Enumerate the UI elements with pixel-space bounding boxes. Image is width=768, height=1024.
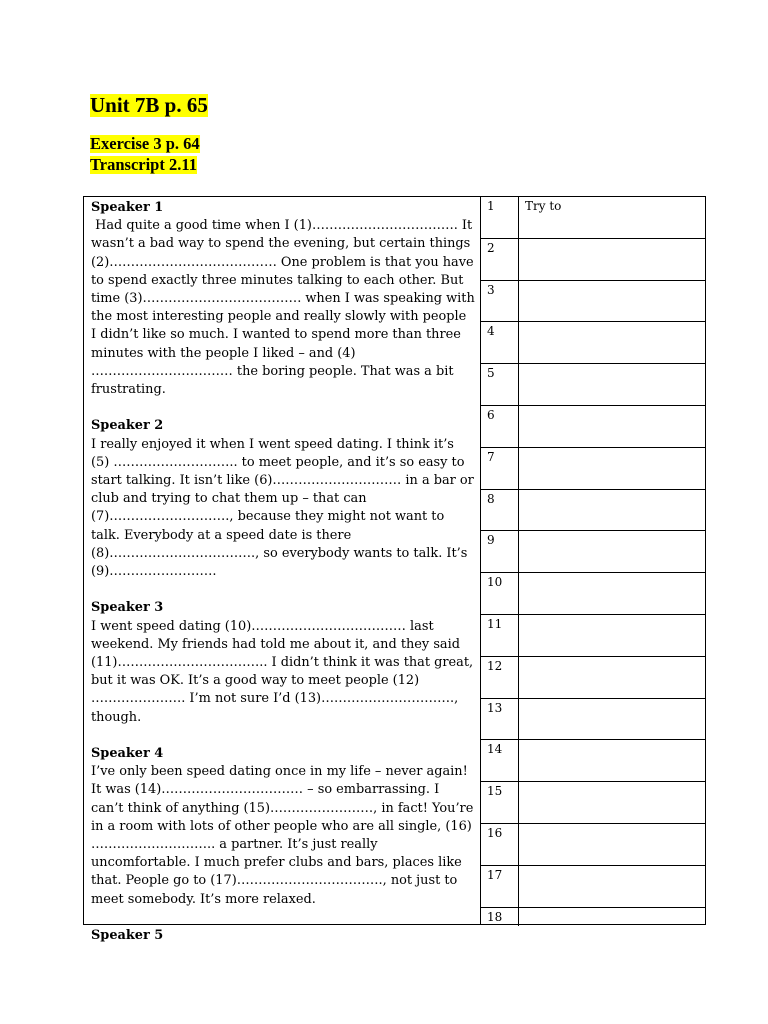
answer-number: 18	[481, 908, 519, 926]
speaker-heading: Speaker 2	[91, 418, 164, 434]
answer-cell[interactable]	[519, 490, 705, 532]
answer-number: 15	[481, 782, 519, 824]
answer-number: 8	[481, 490, 519, 532]
answer-cell[interactable]: Try to	[519, 197, 705, 239]
speaker-block	[91, 417, 475, 581]
answer-cell[interactable]	[519, 782, 705, 824]
answer-cell[interactable]	[519, 740, 705, 782]
speaker-block	[91, 745, 475, 909]
answer-cell[interactable]	[519, 908, 705, 926]
speaker-block	[91, 199, 479, 399]
answer-cell[interactable]	[519, 406, 705, 448]
answer-cell[interactable]	[519, 699, 705, 741]
answer-number: 12	[481, 657, 519, 699]
exercise-table	[83, 196, 706, 944]
answer-cell[interactable]	[519, 448, 705, 490]
answer-number: 3	[481, 281, 519, 323]
speaker-transcript: I really enjoyed it when I went speed dating. I think it’s (5) ……………………….. to meet people, and it’s so easy to start talking. It isn’t like (6)………………………… in a bar or club and trying to chat them up – that can (7)………………………., because they might not want to talk. Everybody at a speed date is there (8)……………………………., so everybody wants to talk. It’s (9)…………………….	[91, 436, 474, 580]
answer-number: 1	[481, 197, 519, 239]
speaker-transcript: Had quite a good time when I (1)……………………………. It wasn’t a bad way to spend the evening, but certain things (2)………………………………… One problem is that you have to spend exactly three minutes talking to each other. But time (3)………………………………. when I was speaking with the most interesting people and really slowly with people I didn’t like so much. I wanted to spend more than three minutes with the people I liked – and (4) …………………………… the boring people. That was a bit frustrating.	[91, 218, 479, 398]
answer-cell[interactable]	[519, 824, 705, 866]
speaker-transcript: I’ve only been speed dating once in my life – never again! It was (14)…………………………… – so embarrassing. I can’t think of anything (15)……………………, in fact! You’re in a room with lots of other people who are all single, (16) ……………………….. a partner. It’s just really uncomfortable. I much prefer clubs and bars, places like that. People go to (17)……………………………., not just to meet somebody. It’s more relaxed.	[91, 764, 474, 907]
answer-number: 5	[481, 364, 519, 406]
answer-cell[interactable]	[519, 364, 705, 406]
answer-number: 14	[481, 740, 519, 782]
speaker-heading: Speaker 5	[91, 928, 164, 944]
speaker-transcript: I went speed dating (10)……………………………… last weekend. My friends had told me about it, and they said (11)…………………………….. I didn’t think it was that great, but it was OK. It’s a good way to meet people (12) …………………. I’m not sure I’d (13)…………………………., though.	[91, 618, 474, 725]
answer-cell[interactable]	[519, 239, 705, 281]
speaker-block	[91, 599, 475, 726]
speaker-heading: Speaker 4	[91, 746, 164, 762]
answer-number: 4	[481, 322, 519, 364]
answer-number: 2	[481, 239, 519, 281]
answer-number: 10	[481, 573, 519, 615]
transcript-column	[84, 197, 481, 944]
speaker-heading: Speaker 3	[91, 600, 164, 616]
answer-cell[interactable]	[519, 322, 705, 364]
answer-number: 9	[481, 531, 519, 573]
speaker-heading: Speaker 1	[91, 200, 164, 215]
exercise-label: Exercise 3 p. 64	[90, 134, 200, 153]
answer-number: 6	[481, 406, 519, 448]
transcript-label: Transcript 2.11	[90, 155, 197, 174]
answer-number: 7	[481, 448, 519, 490]
answer-cell[interactable]	[519, 281, 705, 323]
answer-cell[interactable]	[519, 573, 705, 615]
answer-cell[interactable]	[519, 531, 705, 573]
answer-cell[interactable]	[519, 866, 705, 908]
answer-number: 17	[481, 866, 519, 908]
answer-number: 16	[481, 824, 519, 866]
answer-cell[interactable]	[519, 615, 705, 657]
unit-title: Unit 7B p. 65	[90, 93, 208, 117]
answer-number: 13	[481, 699, 519, 741]
speaker-block	[91, 927, 475, 945]
answer-grid	[481, 197, 705, 924]
answer-cell[interactable]	[519, 657, 705, 699]
answer-number: 11	[481, 615, 519, 657]
